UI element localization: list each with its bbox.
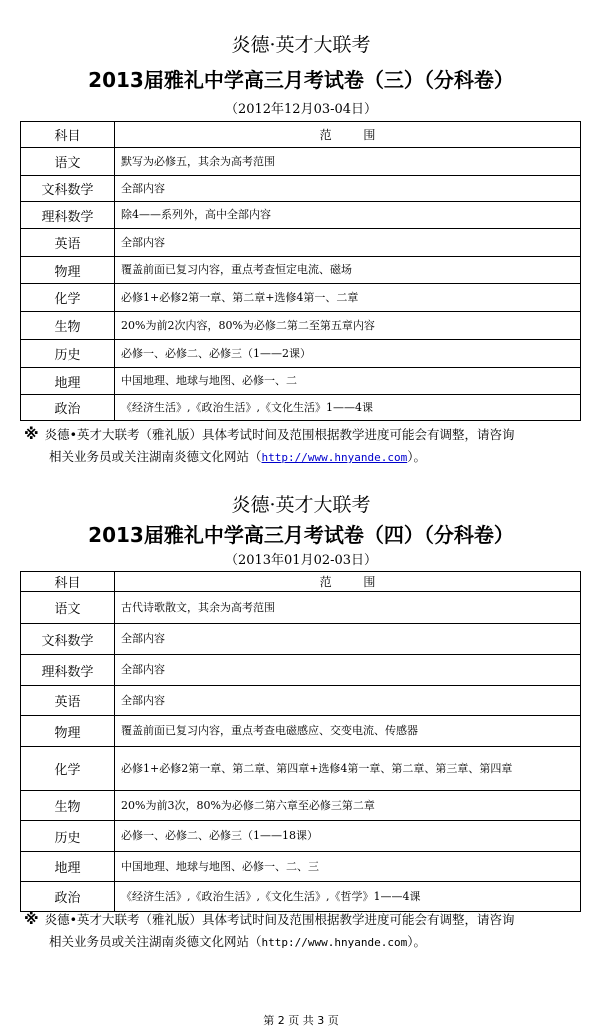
subject-cell: 物理 [21,257,115,284]
reference-mark: ※ [24,425,39,443]
subject-cell: 理科数学 [21,655,115,686]
scope-table [20,121,581,421]
table-row [21,655,581,686]
note-line: 相关业务员或关注湖南炎德文化网站（ [49,934,262,949]
note-line: 相关业务员或关注湖南炎德文化网站（ [49,449,262,464]
subject-cell: 文科数学 [21,176,115,202]
subject-cell: 英语 [21,686,115,716]
range-cell: 古代诗歌散文，其余为高考范围 [115,592,581,624]
range-cell: 必修1+必修2第一章、第二章、第四章+选修4第一章、第二章、第三章、第四章 [115,747,581,791]
subject-cell: 政治 [21,395,115,421]
note-line: 炎德•英才大联考（雅礼版）具体考试时间及范围根据教学进度可能会有调整，请咨询 [44,427,515,442]
table-row [21,852,581,882]
range-cell: 全部内容 [115,229,581,257]
table-row [21,340,581,368]
range-cell: 覆盖前面已复习内容，重点考查恒定电流、磁场 [115,257,581,284]
subject-cell: 历史 [21,821,115,852]
table-row [21,395,581,421]
range-cell: 《经济生活》,《政治生活》,《文化生活》1——4课 [115,395,581,421]
range-cell: 必修一、必修二、必修三（1——2课） [115,340,581,368]
exam-date: （2012年12月03-04日） [224,102,378,117]
table-row [21,747,581,791]
table-row [21,882,581,912]
subject-cell: 化学 [21,284,115,312]
range-cell: 20%为前2次内容，80%为必修二第二至第五章内容 [115,312,581,340]
subject-cell: 化学 [21,747,115,791]
range-cell: 全部内容 [115,655,581,686]
range-cell: 全部内容 [115,624,581,655]
exam-title: 2013届雅礼中学高三月考试卷（四）（分科卷） [88,523,514,547]
header-range: 范 围 [115,572,581,592]
footnote [24,908,584,954]
brand-heading: 炎德·英才大联考 [231,34,371,56]
footnote [24,423,584,469]
subject-cell: 语文 [21,148,115,176]
table-row [21,821,581,852]
header-row [21,122,581,148]
header-range: 范 围 [115,122,581,148]
subject-cell: 理科数学 [21,202,115,229]
subject-cell: 地理 [21,368,115,395]
range-cell: 《经济生活》,《政治生活》,《文化生活》,《哲学》1——4课 [115,882,581,912]
range-cell: 全部内容 [115,686,581,716]
subject-cell: 生物 [21,791,115,821]
subject-cell: 政治 [21,882,115,912]
range-cell: 必修1+必修2第一章、第二章+选修4第一、二章 [115,284,581,312]
table-row [21,148,581,176]
table-row [21,716,581,747]
brand-heading: 炎德·英才大联考 [231,494,371,516]
exam-date: （2013年01月02-03日） [224,553,378,568]
range-cell: 中国地理、地球与地图、必修一、二 [115,368,581,395]
website-link[interactable]: http://www.hnyande.com [261,451,408,464]
website-text: http://www.hnyande.com [261,936,408,949]
note-line: 炎德•英才大联考（雅礼版）具体考试时间及范围根据教学进度可能会有调整，请咨询 [44,912,515,927]
range-cell: 覆盖前面已复习内容，重点考查电磁感应、交变电流、传感器 [115,716,581,747]
header-subject: 科目 [21,122,115,148]
table-row [21,257,581,284]
note-line: ）。 [407,934,426,949]
table-row [21,686,581,716]
table-row [21,284,581,312]
page-number: 第 2 页 共 3 页 [263,1014,339,1027]
reference-mark: ※ [24,910,39,928]
subject-cell: 生物 [21,312,115,340]
range-cell: 必修一、必修二、必修三（1——18课） [115,821,581,852]
table-row [21,592,581,624]
subject-cell: 历史 [21,340,115,368]
header-subject: 科目 [21,572,115,592]
table-row [21,176,581,202]
range-cell: 默写为必修五，其余为高考范围 [115,148,581,176]
subject-cell: 英语 [21,229,115,257]
subject-cell: 文科数学 [21,624,115,655]
range-cell: 除4——系列外，高中全部内容 [115,202,581,229]
scope-table [20,571,581,912]
exam-title: 2013届雅礼中学高三月考试卷（三）（分科卷） [88,68,514,92]
table-row [21,791,581,821]
table-row [21,368,581,395]
note-line: ）。 [407,449,426,464]
subject-cell: 地理 [21,852,115,882]
header-row [21,572,581,592]
table-row [21,202,581,229]
table-row [21,229,581,257]
subject-cell: 物理 [21,716,115,747]
subject-cell: 语文 [21,592,115,624]
table-row [21,312,581,340]
range-cell: 全部内容 [115,176,581,202]
range-cell: 20%为前3次，80%为必修二第六章至必修三第二章 [115,791,581,821]
table-row [21,624,581,655]
range-cell: 中国地理、地球与地图、必修一、二、三 [115,852,581,882]
